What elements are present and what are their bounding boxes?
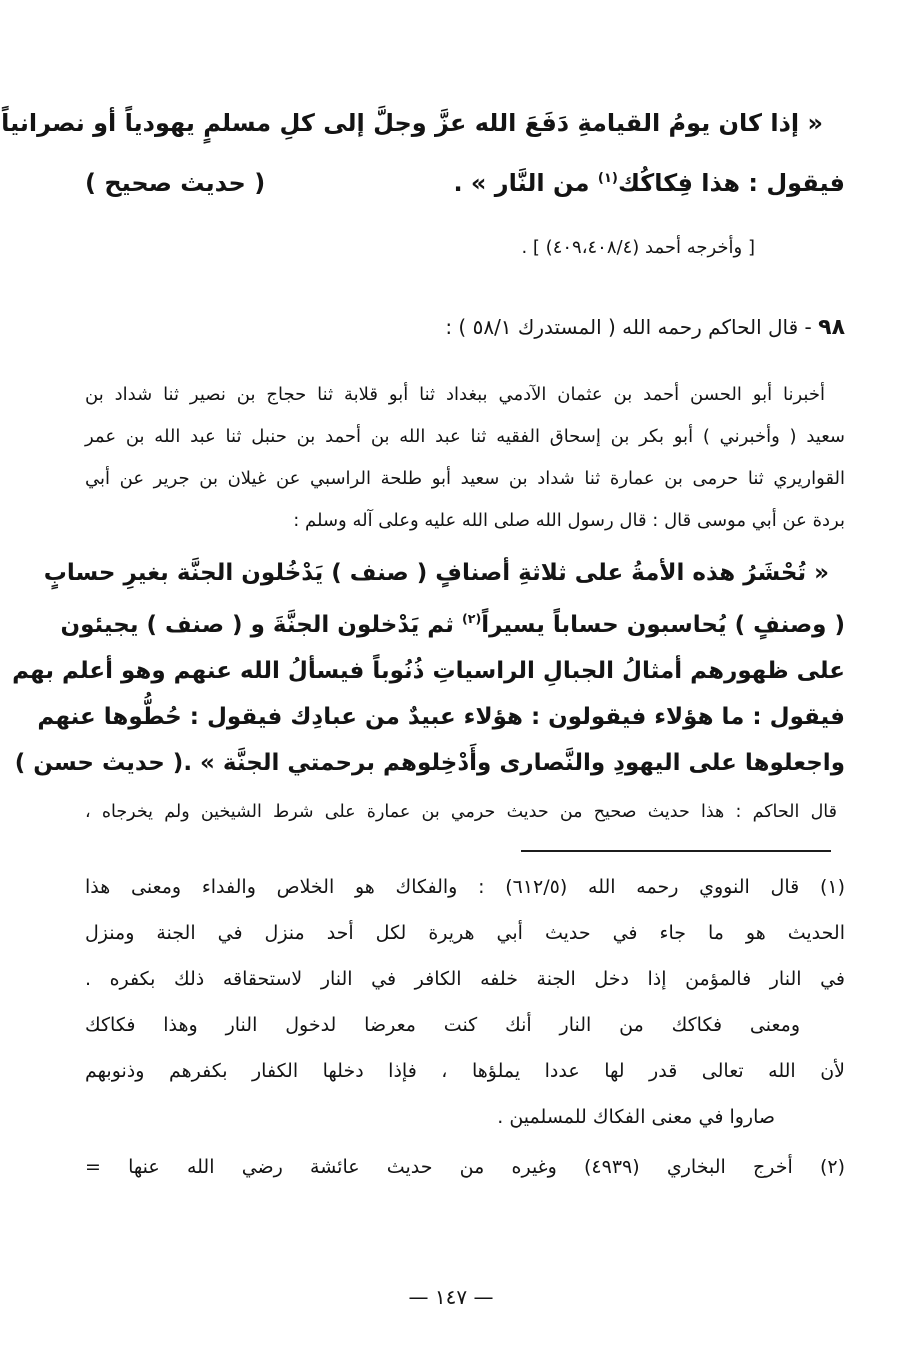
footnote-ref-2: (٢) — [461, 611, 482, 627]
matn-paragraph — [12, 550, 845, 786]
footnote-1-line-6: صاروا في معنى الفكاك للمسلمين . — [497, 1106, 775, 1129]
footnote-separator-rule — [521, 850, 831, 852]
matn-line-2 — [60, 596, 845, 648]
hadith97-text-block — [1, 95, 845, 211]
matn-line-5 — [14, 740, 845, 786]
isnad-line-3: القواريري ثنا حرمى بن عمارة ثنا شداد بن سعيد أبو طلحة الراسبي عن غيلان بن جرير عن أبي — [85, 468, 845, 490]
takhrij-note-ahmad: [ وأخرجه أحمد (٤٠٩،٤٠٨/٤) ] . — [521, 237, 755, 259]
footnote-1-line-2: الحديث هو ما جاء في حديث أبي هريرة لكل أحد منزل في الجنة ومنزل — [85, 922, 845, 945]
footnote-ref-1: (١) — [597, 171, 618, 186]
hadith97-line-2-text — [453, 151, 845, 211]
hakim-grading-comment: قال الحاكم : هذا حديث صحيح من حديث حرمي بن عمارة على شرط الشيخين ولم يخرجاه ، — [85, 802, 837, 823]
matn-line-5-text: واجعلوها على اليهودِ والنَّصارى وأَدْخِلوهم برحمتي الجنَّة » . — [183, 750, 845, 777]
isnad-line-2: سعيد ( وأخبرني ) أبو بكر بن إسحاق الفقيه ثنا عبد الله بن أحمد بن حنبل ثنا عبد الله بن عمر — [85, 426, 845, 448]
footnote-1-line-4: ومعنى فكاكك من النار أنك كنت معرضا لدخول النار وهذا فكاكك — [85, 1014, 800, 1037]
footnote-1-line-5: لأن الله تعالى قدر لها عددا يملؤها ، فإذا دخلها الكفار بكفرهم وذنوبهم — [85, 1060, 845, 1083]
page-number: — ١٤٧ — — [408, 1285, 494, 1309]
hadith97-line-2 — [85, 151, 845, 211]
isnad-line-4: بردة عن أبي موسى قال : قال رسول الله صلى الله عليه وعلى آله وسلم : — [293, 510, 845, 532]
matn-line-1: « تُحْشَرُ هذه الأمةُ على ثلاثةِ أصنافٍ ( صنف ) يَدْخُلون الجنَّة بغيرِ حسابٍ — [43, 560, 829, 587]
isnad-line-1: أخبرنا أبو الحسن أحمد بن عثمان الآدمي ببغداد ثنا أبو قلابة ثنا حجاج بن نصير ثنا شداد بن — [85, 384, 825, 406]
hadith98-heading-text: - قال الحاكم رحمه الله ( المستدرك ٥٨/١ ) : — [445, 315, 819, 340]
hadith97-grade-sahih: ( حديث صحيح ) — [85, 169, 266, 198]
matn-line-3: على ظهورهم أمثالُ الجبالِ الراسياتِ ذُنُوباً فيسألُ الله عنهم وهو أعلم بهم — [12, 658, 845, 685]
matn-line-2-post: ثم يَدْخلون الجنَّةَ و ( صنف ) يجيئون — [60, 612, 462, 639]
hadith97-line-2-post: من النَّار » . — [453, 169, 598, 198]
hadith98-grade-hasan: ( حديث حسن ) — [14, 750, 184, 777]
footnote-2-line-1: (٢) أخرج البخاري (٤٩٣٩) وغيره من حديث عائشة رضي الله عنها = — [85, 1156, 846, 1179]
matn-line-2-pre: ( وصنفٍ ) يُحاسبون حساباً يسيراً — [481, 612, 845, 639]
matn-line-4: فيقول : ما هؤلاء فيقولون : هؤلاء عبيدٌ من عبادِك فيقول : حُطُّوها عنهم — [37, 704, 845, 731]
isnad-paragraph — [85, 374, 845, 542]
hadith97-line-2-pre: فيقول : هذا فِكاكُك — [617, 169, 845, 198]
hadith97-line-1: « إذا كان يومُ القيامةِ دَفَعَ الله عزَّ وجلَّ إلى كلِ مسلمٍ يهودياً أو نصرانياً — [1, 109, 823, 137]
hadith98-number: ٩٨ — [818, 315, 845, 341]
page-content — [1, 0, 846, 1190]
hadith98-heading — [85, 311, 845, 344]
footnotes-block — [85, 864, 845, 1190]
footnote-1-line-1: (١) قال النووي رحمه الله (٦١٢/٥) : والفكاك هو الخلاص والفداء ومعنى هذا — [85, 876, 845, 899]
footnote-1-line-3: في النار فالمؤمن إذا دخل الجنة خلفه الكافر في النار لاستحقاقه ذلك بكفره . — [85, 968, 845, 991]
